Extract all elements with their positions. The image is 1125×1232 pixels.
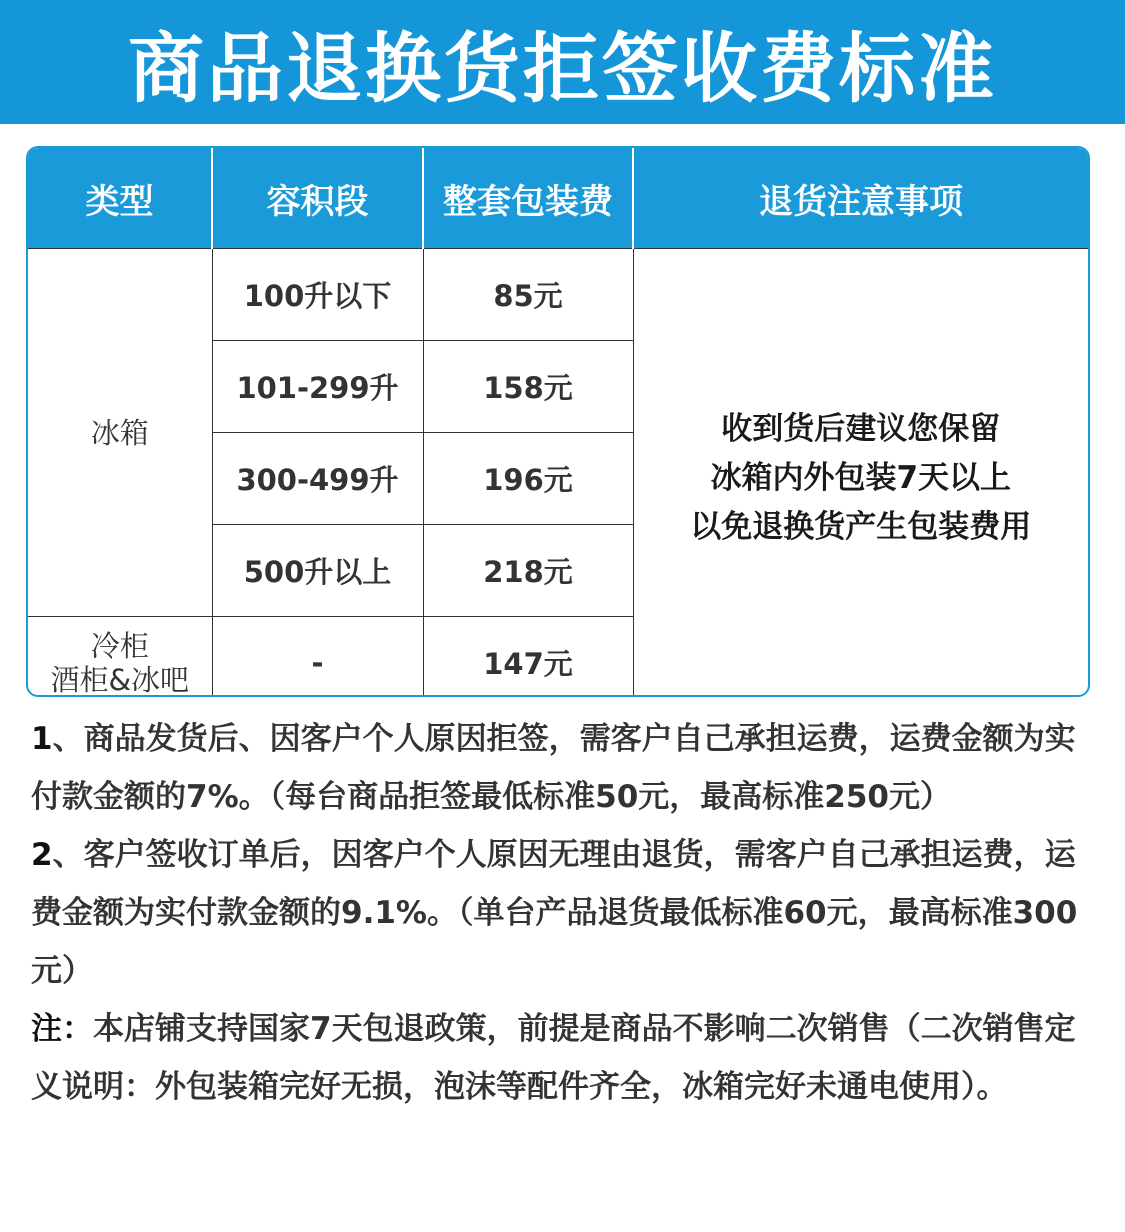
volume-cell: - xyxy=(212,617,423,698)
rule-text: 、客户签收订单后，因客户个人原因无理由退货，需客户自己承担运费，运费金额为实付款金额的9.1%。（单台产品退货最低标准60元，最高标准300元） xyxy=(31,837,1078,989)
volume-cell: 100升以下 xyxy=(212,249,423,341)
note-text: 本店铺支持国家7天包退政策，前提是商品不影响二次销售（二次销售定义说明：外包装箱完好无损，泡沫等配件齐全，冰箱完好未通电使用）。 xyxy=(31,1011,1076,1105)
note-paragraph xyxy=(31,1000,1095,1116)
fee-cell: 85元 xyxy=(423,249,633,341)
type-cabinet xyxy=(28,617,212,698)
rule-text: 、商品发货后、因客户个人原因拒签，需客户自己承担运费，运费金额为实付款金额的7%。（每台商品拒签最低标准50元，最高标准250元） xyxy=(31,721,1076,815)
table-header-row xyxy=(28,148,1088,249)
rule-number: 1 xyxy=(31,721,53,757)
note-line: 收到货后建议您保留 xyxy=(721,411,1001,447)
fee-cell: 196元 xyxy=(423,433,633,525)
page-title: 商品退换货拒签收费标准 xyxy=(128,23,997,113)
header-notes: 退货注意事项 xyxy=(633,148,1088,249)
rules-section xyxy=(31,710,1095,1116)
header-fee: 整套包装费 xyxy=(423,148,633,249)
type-line: 冷柜 xyxy=(90,628,149,663)
table-row xyxy=(28,249,1088,341)
title-banner xyxy=(0,0,1125,124)
rule-number: 2 xyxy=(31,837,53,873)
note-line: 以免退换货产生包装费用 xyxy=(690,509,1032,545)
type-line: 酒柜&冰吧 xyxy=(50,662,190,697)
volume-cell: 300-499升 xyxy=(212,433,423,525)
volume-cell: 500升以上 xyxy=(212,525,423,617)
rule-2 xyxy=(31,826,1095,1000)
fee-cell: 218元 xyxy=(423,525,633,617)
return-note xyxy=(633,249,1088,698)
fee-table xyxy=(26,146,1090,697)
note-line: 冰箱内外包装7天以上 xyxy=(710,460,1012,496)
header-volume: 容积段 xyxy=(212,148,423,249)
fee-cell: 147元 xyxy=(423,617,633,698)
type-fridge: 冰箱 xyxy=(28,249,212,617)
rule-1 xyxy=(31,710,1095,826)
volume-cell: 101-299升 xyxy=(212,341,423,433)
note-label: 注： xyxy=(31,1011,93,1047)
fee-cell: 158元 xyxy=(423,341,633,433)
header-type: 类型 xyxy=(28,148,212,249)
